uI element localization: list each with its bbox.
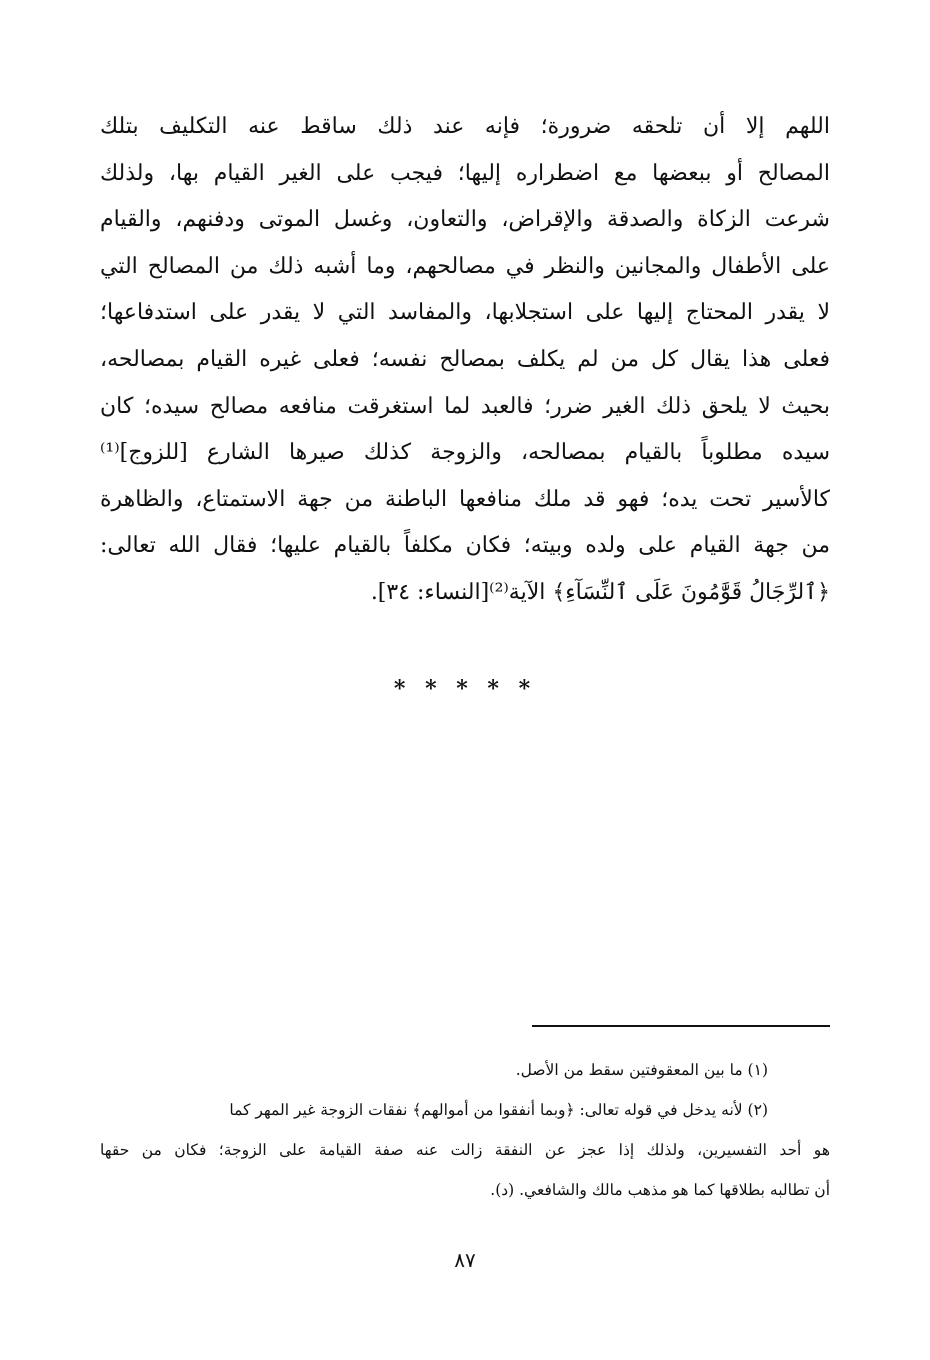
footnote-2-line-1: (٢) لأنه يدخل في قوله تعالى: ﴿وبما أنفقوا من أموالهم﴾ نفقات الزوجة غير المهر كما — [229, 1101, 768, 1119]
main-text-line: سيده مطلوباً بالقيام بمصالحه، والزوجة كذلك صيرها الشارع [للزوج]⁽¹⁾ — [100, 440, 830, 466]
main-text-line: اللهم إلا أن تلحقه ضرورة؛ فإنه عند ذلك ساقط عنه التكليف بتلك — [100, 114, 830, 139]
main-text-line: على الأطفال والمجانين والنظر في مصالحهم، وما أشبه ذلك من المصالح التي — [100, 253, 830, 279]
main-text-line-quran-verse: ﴿ٱلرِّجَالُ قَوَّٰمُونَ عَلَى ٱلنِّسَآءِ﴾ الآية⁽²⁾[النساء: ٣٤]. — [370, 579, 830, 605]
section-separator-stars: * * * * * — [393, 676, 537, 702]
main-text-line: لا يقدر المحتاج إليها على استجلابها، والمفاسد التي لا يقدر على استدفاعها؛ — [100, 300, 830, 326]
footnote-1: (١) ما بين المعقوفتين سقط من الأصل. — [515, 1061, 768, 1079]
footnote-2-line-3: أن تطالبه بطلاقها كما هو مذهب مالك والشافعي. (د). — [490, 1181, 830, 1199]
main-text-line: المصالح أو ببعضها مع اضطراره إليها؛ فيجب على الغير القيام بها، ولذلك — [100, 160, 830, 186]
footnotes-block — [100, 1050, 830, 1210]
main-text-line: فعلى هذا يقال كل من لم يكلف بمصالح نفسه؛ فعلى غيره القيام بمصالحه، — [100, 346, 830, 372]
page-number: ٨٧ — [454, 1248, 476, 1272]
main-text-block — [100, 104, 830, 617]
main-text-line: من جهة القيام على ولده وبيته؛ فكان مكلفاً بالقيام عليها؛ فقال الله تعالى: — [100, 533, 830, 559]
footnote-divider — [532, 1025, 830, 1027]
main-text-line: بحيث لا يلحق ذلك الغير ضرر؛ فالعبد لما استغرقت منافعه مصالح سيده؛ كان — [100, 393, 830, 419]
main-text-line: شرعت الزكاة والصدقة والإقراض، والتعاون، وغسل الموتى ودفنهم، والقيام — [100, 207, 830, 233]
footnote-2-line-2: هو أحد التفسيرين، ولذلك إذا عجز عن النفقة زالت عنه صفة القيامة على الزوجة؛ فكان من حقها — [100, 1141, 830, 1159]
main-text-line: كالأسير تحت يده؛ فهو قد ملك منافعها الباطنة من جهة الاستمتاع، والظاهرة — [100, 486, 830, 512]
